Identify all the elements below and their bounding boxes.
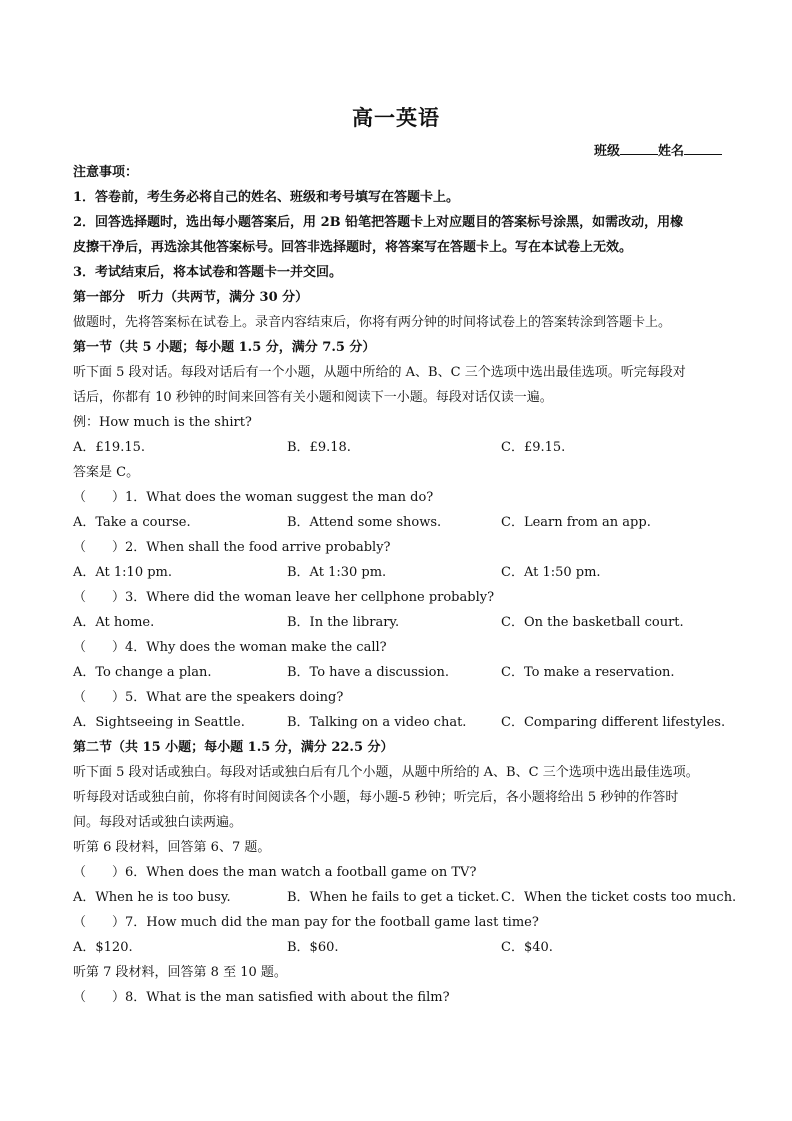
section1-intro-a: 听下面 5 段对话。每段对话后有一个小题，从题中所给的 A、B、C 三个选项中选出最佳选项。听完每段对 <box>73 365 686 380</box>
class-blank[interactable] <box>620 142 658 155</box>
q1-option-a[interactable]: A．Take a course. <box>73 515 191 530</box>
question-5[interactable]: （ ）5．What are the speakers doing? <box>73 690 344 705</box>
section2-intro-c: 间。每段对话或独白读两遍。 <box>73 815 243 830</box>
question-7[interactable]: （ ）7．How much did the man pay for the football game last time? <box>73 915 539 930</box>
section2-heading: 第二节（共 15 小题；每小题 1.5 分，满分 22.5 分） <box>73 740 394 755</box>
q5-option-b[interactable]: B．Talking on a video chat. <box>287 715 467 730</box>
class-label: 班级 <box>593 144 620 159</box>
q4-option-a[interactable]: A．To change a plan. <box>73 665 212 680</box>
q1-option-c[interactable]: C．Learn from an app. <box>501 515 651 530</box>
section1-heading: 第一节（共 5 小题；每小题 1.5 分，满分 7.5 分） <box>73 340 376 355</box>
page-title: 高一英语 <box>352 105 440 130</box>
material-7-instruction: 听第 7 段材料，回答第 8 至 10 题。 <box>73 965 287 980</box>
notice-item-1: 1．答卷前，考生务必将自己的姓名、班级和考号填写在答题卡上。 <box>73 190 460 205</box>
q7-option-c[interactable]: C．$40. <box>501 940 553 955</box>
example-option-b: B．£9.18. <box>287 440 351 455</box>
part1-intro: 做题时，先将答案标在试卷上。录音内容结束后，你将有两分钟的时间将试卷上的答案转涂到答题卡上。 <box>73 315 672 330</box>
q7-option-b[interactable]: B．$60. <box>287 940 339 955</box>
question-8[interactable]: （ ）8．What is the man satisfied with about the film? <box>73 990 450 1005</box>
q2-option-a[interactable]: A．At 1:10 pm. <box>73 565 173 580</box>
question-4[interactable]: （ ）4．Why does the woman make the call? <box>73 640 387 655</box>
q3-option-a[interactable]: A．At home. <box>73 615 155 630</box>
example-option-a: A．£19.15. <box>73 440 146 455</box>
q1-option-b[interactable]: B．Attend some shows. <box>287 515 442 530</box>
question-2[interactable]: （ ）2．When shall the food arrive probably? <box>73 540 391 555</box>
question-3[interactable]: （ ）3．Where did the woman leave her cellphone probably? <box>73 590 495 605</box>
q4-option-c[interactable]: C．To make a reservation. <box>501 665 675 680</box>
name-blank[interactable] <box>684 142 722 155</box>
q5-option-a[interactable]: A．Sightseeing in Seattle. <box>73 715 245 730</box>
q6-option-a[interactable]: A．When he is too busy. <box>73 890 231 905</box>
name-label: 姓名 <box>657 144 684 159</box>
q3-option-b[interactable]: B．In the library. <box>287 615 400 630</box>
q2-option-b[interactable]: B．At 1:30 pm. <box>287 565 387 580</box>
notice-item-3: 3．考试结束后，将本试卷和答题卡一并交回。 <box>73 265 343 280</box>
q6-option-b[interactable]: B．When he fails to get a ticket. <box>287 890 500 905</box>
notice-item-2b: 皮擦干净后，再选涂其他答案标号。回答非选择题时，将答案写在答题卡上。写在本试卷上无效。 <box>73 240 633 255</box>
class-name-line <box>594 140 722 159</box>
example-question: 例：How much is the shirt? <box>73 415 252 430</box>
section1-intro-b: 话后，你都有 10 秒钟的时间来回答有关小题和阅读下一小题。每段对话仅读一遍。 <box>73 390 553 405</box>
example-answer: 答案是 C。 <box>73 465 140 480</box>
question-6[interactable]: （ ）6．When does the man watch a football game on TV? <box>73 865 477 880</box>
q3-option-c[interactable]: C．On the basketball court. <box>501 615 684 630</box>
material-6-instruction: 听第 6 段材料，回答第 6、7 题。 <box>73 840 271 855</box>
section2-intro-a: 听下面 5 段对话或独白。每段对话或独白后有几个小题，从题中所给的 A、B、C 三个选项中选出最佳选项。 <box>73 765 699 780</box>
q6-option-c[interactable]: C．When the ticket costs too much. <box>501 890 737 905</box>
notice-heading: 注意事项： <box>73 165 139 180</box>
question-1[interactable]: （ ）1．What does the woman suggest the man do? <box>73 490 434 505</box>
q2-option-c[interactable]: C．At 1:50 pm. <box>501 565 601 580</box>
example-option-c: C．£9.15. <box>501 440 566 455</box>
section2-intro-b: 听每段对话或独白前，你将有时间阅读各个小题，每小题-5 秒钟；听完后，各小题将给出 5 秒钟的作答时 <box>73 790 679 805</box>
q4-option-b[interactable]: B．To have a discussion. <box>287 665 449 680</box>
part1-heading: 第一部分 听力（共两节，满分 30 分） <box>73 290 309 305</box>
notice-item-2a: 2．回答选择题时，选出每小题答案后，用 2B 铅笔把答题卡上对应题目的答案标号涂黑，如需改动，用橡 <box>73 215 684 230</box>
q7-option-a[interactable]: A．$120. <box>73 940 133 955</box>
q5-option-c[interactable]: C．Comparing different lifestyles. <box>501 715 726 730</box>
